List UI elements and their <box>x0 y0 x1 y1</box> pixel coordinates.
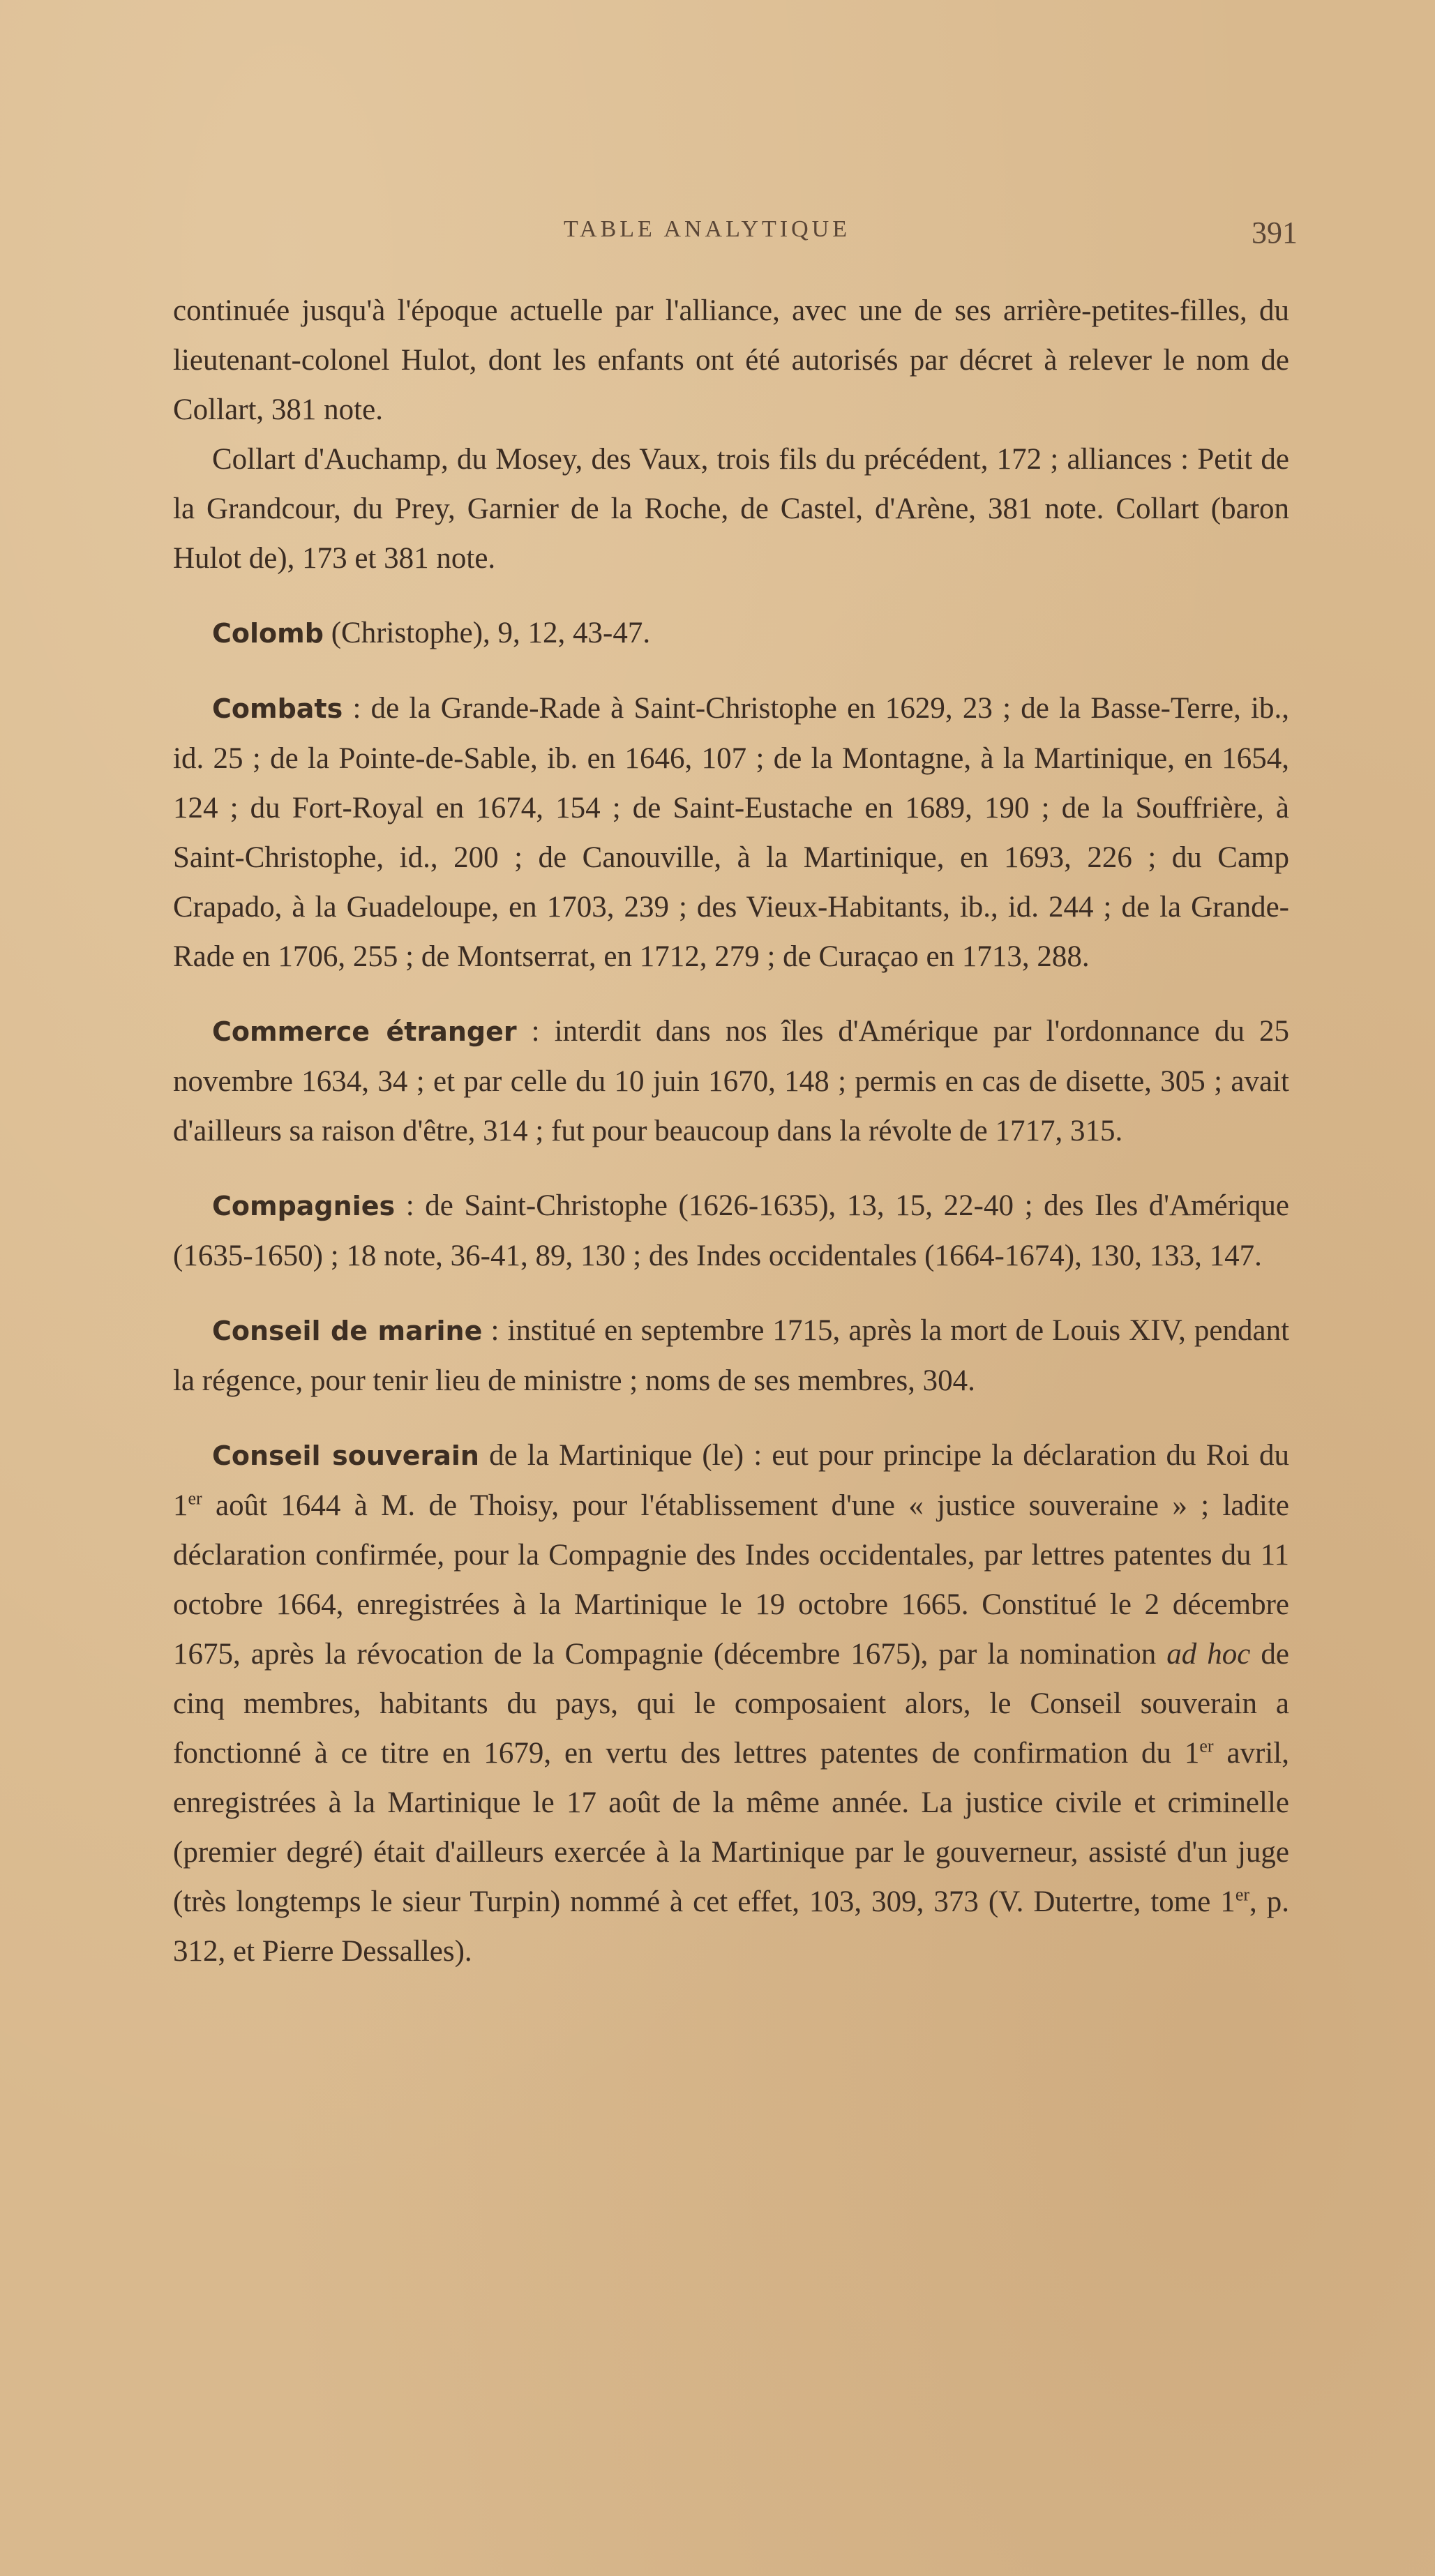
page-header <box>173 209 1298 258</box>
paragraph-text: continuée jusqu'à l'époque actuelle par l'alliance, avec une de ses arrière-petites-filles, du lieutenant-colonel Hulot, dont les enfants ont été autorisés par décret à relever le nom de Collart, 381 note. <box>173 294 1289 426</box>
entry-heading: Commerce étranger <box>212 1016 517 1047</box>
entry-text: : de Saint-Christophe (1626-1635), 13, 15, 22-40 ; des Iles d'Amérique (1635-1650) ; 18 note, 36-41, 89, 130 ; des Indes occidentales (1664-1674), 130, 133, 147. <box>173 1189 1289 1272</box>
entry-text: : interdit dans nos îles d'Amérique par l'ordonnance du 25 novembre 1634, 34 ; et par celle du 10 juin 1670, 148 ; permis en cas de disette, 305 ; avait d'ailleurs sa raison d'être, 314 ; fut pour beaucoup dans la révolte de 1717, 315. <box>173 1015 1289 1147</box>
entry-text: , p. 312, et Pierre Dessalles). <box>173 1885 1289 1968</box>
superscript: er <box>1199 1735 1214 1756</box>
paragraph-continued <box>173 286 1289 435</box>
page-number: 391 <box>1252 216 1298 250</box>
entry-combats <box>173 684 1289 981</box>
entry-text: avril, enregistrées à la Martinique le 17 août de la même année. La justice civile et criminelle (premier degré) était d'ailleurs exercée à la Martinique par le gouverneur, assisté d'un juge (très longtemps le sieur Turpin) nommé à cet effet, 103, 309, 373 (V. Dutertre, tome 1 <box>173 1737 1289 1918</box>
entry-heading: Combats <box>212 693 343 724</box>
running-head: TABLE ANALYTIQUE <box>564 216 850 242</box>
entry-text: de cinq membres, habitants du pays, qui le composaient alors, le Conseil souverain a fonctionné à ce titre en 1679, en vertu des lettres patentes de confirmation du 1 <box>173 1638 1289 1770</box>
entry-text: : institué en septembre 1715, après la mort de Louis XIV, pendant la régence, pour tenir lieu de ministre ; noms de ses membres, 304. <box>173 1314 1290 1397</box>
entry-colomb <box>173 608 1289 658</box>
paragraph-text: Collart d'Auchamp, du Mosey, des Vaux, trois fils du précédent, 172 ; alliances : Petit de la Grandcour, du Prey, Garnier de la Roche, de Castel, d'Arène, 381 note. Collart (baron Hulot de), 173 et 381 note. <box>173 443 1289 575</box>
entry-text: : de la Grande-Rade à Saint-Christophe en 1629, 23 ; de la Basse-Terre, ib., id. 25 ; de la Pointe-de-Sable, ib. en 1646, 107 ; de la Montagne, à la Martinique, en 1654, 124 ; du Fort-Royal en 1674, 154 ; de Saint-Eustache en 1689, 190 ; de la Souffrière, à Saint-Christophe, id., 200 ; de Canouville, à la Martinique, en 1693, 226 ; du Camp Crapado, à la Guadeloupe, en 1703, 239 ; des Vieux-Habitants, ib., id. 244 ; de la Grande-Rade en 1706, 255 ; de Montserrat, en 1712, 279 ; de Curaçao en 1713, 288. <box>173 692 1289 973</box>
superscript: er <box>188 1488 202 1509</box>
entry-commerce-etranger <box>173 1007 1289 1156</box>
document-page <box>173 209 1298 2001</box>
entry-heading: Conseil de marine <box>212 1316 483 1346</box>
entry-text: de la Martinique (le) : eut pour principe la déclaration du Roi du 1 <box>173 1439 1289 1522</box>
paragraph-collart <box>173 435 1289 583</box>
entry-heading: Colomb <box>212 618 324 649</box>
entry-text: (Christophe), 9, 12, 43-47. <box>323 617 651 649</box>
entry-conseil-souverain <box>173 1431 1289 1976</box>
entry-heading: Conseil souverain <box>212 1440 479 1471</box>
entry-compagnies <box>173 1181 1289 1281</box>
entry-text: août 1644 à M. de Thoisy, pour l'établissement d'une « justice souveraine » ; ladite déclaration confirmée, pour la Compagnie des Indes occidentales, par lettres patentes du 11 octobre 1664, enregistrées à la Martinique le 19 octobre 1665. Constitué le 2 décembre 1675, après la révocation de la Compagnie (décembre 1675), par la nomination <box>173 1489 1289 1671</box>
entry-heading: Compagnies <box>212 1191 396 1221</box>
italic-text: ad hoc <box>1166 1638 1251 1671</box>
superscript: er <box>1235 1884 1250 1905</box>
entry-conseil-de-marine <box>173 1306 1289 1406</box>
